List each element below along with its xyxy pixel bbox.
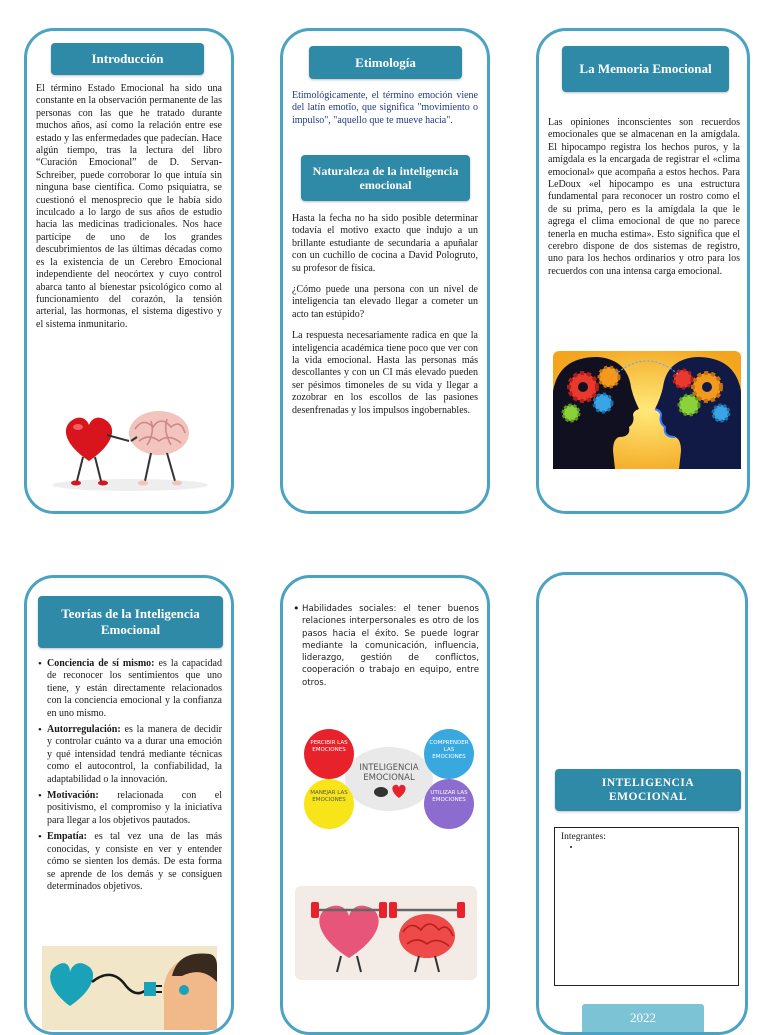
habilidades-item: • Habilidades sociales: el tener buenos relaciones interpersonales es otro de los pasos hacia el éxito. Se puede lograr mediante la comunicación, influencia, liderazgo, gestión de conflictos, cooperación o trabajo en equipo, entre otros.	[302, 603, 479, 689]
integrantes-box	[554, 827, 739, 986]
diagram-utilizar: UTILIZAR LAS EMOCIONES	[430, 790, 468, 803]
etimologia-title: Etimología	[309, 46, 462, 79]
teoria-term: Motivación:	[47, 790, 99, 802]
naturaleza-paragraph-2: ¿Cómo puede una persona con un nivel de inteligencia tan elevado llegar a cometer un acto tan estúpido?	[292, 284, 478, 320]
heart-plug-head-illustration	[42, 946, 217, 1030]
teorias-list	[36, 658, 222, 897]
naturaleza-paragraph-3: La respuesta necesariamente radica en que la inteligencia académica tiene poco que ver con la vida emocional. Hasta las personas más descollantes y con un CI más elevado pueden ser pésimos timoneles de su vida y llegar a zozobrar en los escollos de las pasiones desenfrenadas y los impulsos ingobernables.	[292, 330, 478, 416]
diagram-center-label: EMOCIONAL	[363, 773, 415, 783]
panel-habilidades	[280, 575, 490, 1035]
teoria-term: Conciencia de sí mismo:	[47, 658, 155, 669]
year-badge: 2022	[582, 1004, 704, 1034]
emotional-intelligence-diagram	[301, 728, 477, 830]
panel-cover	[536, 572, 748, 1035]
integrantes-item[interactable]	[581, 842, 732, 854]
memoria-body: Las opiniones inconscientes son recuerdos emocionales que se almacenan en la amígdala. El hipocampo registra los hechos puros, y la amígdala es la encargada de registrar el «clima emocional» que acompaña a estos hechos. Para LeDoux «el hipocampo es una estructura fundamental para reconocer un rostro como el de su prima, pero es la amígdala la que le agrega el clima emocional de que no parece tenerla en mucha estima». Esto significa que el cerebro dispone de dos sistemas de registro, uno para los hechos ordinarios y otro para los recuerdos con una intensa carga emocional.	[548, 117, 740, 277]
panel-memoria	[536, 28, 750, 514]
memoria-title: La Memoria Emocional	[562, 46, 729, 92]
panel-introduccion	[24, 28, 234, 514]
teoria-text: relacionada con el positivismo, el compromiso y la iniciativa para llegar a los objetivos pautados.	[47, 790, 222, 826]
brain-icon	[374, 787, 388, 797]
naturaleza-title: Naturaleza de la inteligencia emocional	[301, 155, 470, 201]
heart-brain-walking-illustration	[47, 399, 213, 493]
habilidades-body	[291, 603, 479, 693]
panel-teorias	[24, 575, 234, 1035]
integrantes-list	[561, 842, 732, 854]
diagram-comprender: COMPRENDER LAS EMOCIONES	[429, 740, 469, 760]
naturaleza-body	[292, 213, 478, 426]
integrantes-label: Integrantes:	[561, 832, 606, 842]
etimologia-body: Etimológicamente, el término emoción viene del latín emotĭo, que significa "movimiento o impulso", "aquello que te mueve hacia".	[292, 90, 478, 126]
intro-body: El término Estado Emocional ha sido una constante en la observación permanente de las personas con las que he tratado durante muchos años, así como la relación entre ese estado y las enfermedades que padecían. Hace algún tiempo, tras la lectura del libro “Curación Emocional” de D. Servan- Schreiber, puede corroborar lo que intuía sin ninguna base científica. Como psiquiatra, se cuestionó el menosprecio que le había sido inculcado a lo largo de sus años de estudio hacia las medicinas tradicionales. Nos hace partícipe de uno de los grandes descubrimientos de las últimas décadas como es la existencia de un Cerebro Emocional independiente del neocórtex y cuyo control abarca tanto al bienestar psicológico como al funcionamiento del corazón, la tensión arterial, las hormonas, el sistema digestivo y el sistema inmunitario.	[36, 83, 222, 330]
teoria-text: es la capacidad de reconocer los sentimientos que uno tiene, y están directamente relacionados con la conciencia emocional y la confianza en uno mismo.	[47, 658, 222, 719]
naturaleza-paragraph-1: Hasta la fecha no ha sido posible determinar todavía el motivo exacto que indujo a un brillante estudiante de secundaria a apuñalar con un cuchillo de cocina a David Pologruto, su profesor de física.	[292, 213, 478, 274]
intro-title: Introducción	[51, 43, 204, 75]
diagram-percibir: PERCIBIR LAS EMOCIONES	[310, 740, 348, 753]
teoria-item	[47, 831, 222, 893]
teoria-item	[47, 724, 222, 786]
diagram-manejar: MANEJAR LAS EMOCIONES	[310, 790, 348, 803]
teoria-item	[47, 658, 222, 720]
teoria-term: Empatía:	[47, 831, 87, 843]
diagram-center-line: INTELIGENCIA	[359, 763, 419, 773]
teorias-title: Teorías de la Inteligencia Emocional	[38, 596, 223, 648]
panel-etimologia	[280, 28, 490, 514]
two-heads-gears-illustration	[553, 351, 741, 469]
teoria-text: es la manera de decidir y controlar cuánto va a durar una emoción y qué intensidad tendrá mediante técnicas como el autocontrol, la confiabilidad, la adaptabilidad o la innovación.	[47, 724, 222, 785]
teoria-text: es tal vez una de las más conocidas, y consiste en ver y entender cómo se sienten los demás. De esta forma se aprende de los demás y se consiguen determinados objetivos.	[47, 831, 222, 892]
diagram-center-label	[359, 763, 418, 773]
teoria-term: Autorregulación:	[47, 724, 121, 736]
heart-brain-weights-illustration	[295, 886, 477, 980]
cover-title: INTELIGENCIA EMOCIONAL	[555, 769, 741, 811]
teoria-item	[47, 790, 222, 827]
